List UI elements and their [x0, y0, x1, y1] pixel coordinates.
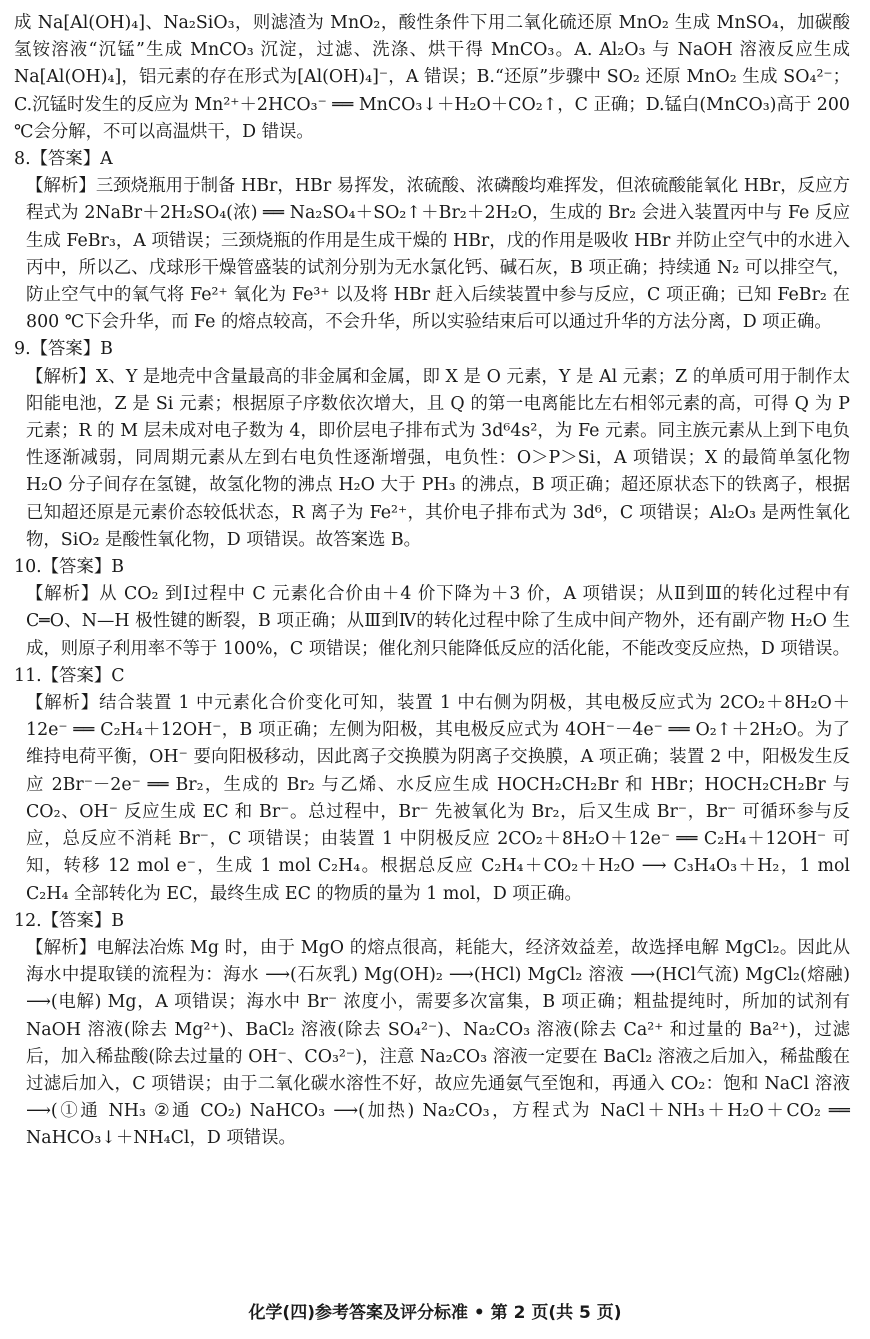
answer-content	[14, 10, 856, 1153]
continuation-paragraph: 成 Na[Al(OH)₄]、Na₂SiO₃，则滤渣为 MnO₂，酸性条件下用二氧化硫还原 MnO₂ 生成 MnSO₄，加碳酸氢铵溶液“沉锰”生成 MnCO₃ 沉淀，过滤、洗涤、烘干得 MnCO₃。A. Al₂O₃ 与 NaOH 溶液反应生成 Na[Al(OH)₄]，铝元素的存在形式为[Al(OH)₄]⁻，A 错误；B.“还原”步骤中 SO₂ 还原 MnO₂ 生成 SO₄²⁻；C.沉锰时发生的反应为 Mn²⁺＋2HCO₃⁻ ══ MnCO₃↓＋H₂O＋CO₂↑，C 正确；D.锰白(MnCO₃)高于 200 ℃会分解，不可以高温烘干，D 错误。	[14, 13, 856, 142]
question-9-explanation: 【解析】X、Y 是地壳中含量最高的非金属和金属，即 X 是 O 元素，Y 是 Al 元素；Z 的单质可用于制作太阳能电池，Z 是 Si 元素；根据原子序数依次增大，且 Q 的第一电离能比左右相邻元素的高，可得 Q 为 P 元素；R 的 M 层未成对电子数为 4，即价层电子排布式为 3d⁶4s²，为 Fe 元素。同主族元素从上到下电负性逐渐减弱，同周期元素从左到右电负性逐渐增强，电负性：O＞P＞Si，A 项错误；X 的最简单氢化物 H₂O 分子间存在氢键，故氢化物的沸点 H₂O 大于 PH₃ 的沸点，B 项正确；超还原状态下的铁离子，根据已知超还原是元素价态较低状态，R 离子为 Fe²⁺，其价电子排布式为 3d⁶，C 项错误；Al₂O₃ 是两性氧化物，SiO₂ 是酸性氧化物，D 项错误。故答案选 B。	[26, 366, 856, 550]
question-9-answer: 9.【答案】B	[14, 339, 113, 360]
question-8-explanation: 【解析】三颈烧瓶用于制备 HBr，HBr 易挥发，浓硫酸、浓磷酸均难挥发，但浓硫酸能氧化 HBr，反应方程式为 2NaBr＋2H₂SO₄(浓) ══ Na₂SO₄＋SO₂↑＋Br₂＋2H₂O，生成的 Br₂ 会进入装置丙中与 Fe 反应生成 FeBr₃，A 项错误；三颈烧瓶的作用是生成干燥的 HBr，戊的作用是吸收 HBr 并防止空气中的水进入丙中，所以乙、戊球形干燥管盛装的试剂分别为无水氯化钙、碱石灰，B 项正确；持续通 N₂ 可以排空气，防止空气中的氧气将 Fe²⁺ 氧化为 Fe³⁺ 以及将 HBr 赶入后续装置中参与反应，C 项正确；已知 FeBr₂ 在 800 ℃下会升华，而 Fe 的熔点较高，不会升华，所以实验结束后可以通过升华的方法分离，D 项正确。	[26, 176, 856, 333]
question-12-explanation: 【解析】电解法冶炼 Mg 时，由于 MgO 的熔点很高，耗能大，经济效益差，故选择电解 MgCl₂。因此从海水中提取镁的流程为：海水 ⟶(石灰乳) Mg(OH)₂ ⟶(HCl) MgCl₂ 溶液 ⟶(HCl气流) MgCl₂(熔融) ⟶(电解) Mg，A 项错误；海水中 Br⁻ 浓度小，需要多次富集，B 项正确；粗盐提纯时，所加的试剂有 NaOH 溶液(除去 Mg²⁺)、BaCl₂ 溶液(除去 SO₄²⁻)、Na₂CO₃ 溶液(除去 Ca²⁺ 和过量的 Ba²⁺)，过滤后，加入稀盐酸(除去过量的 OH⁻、CO₃²⁻)，注意 Na₂CO₃ 溶液一定要在 BaCl₂ 溶液之后加入，稀盐酸在过滤后加入，C 项错误；由于二氧化碳水溶性不好，故应先通氨气至饱和，再通入 CO₂：饱和 NaCl 溶液 ⟶(①通 NH₃ ②通 CO₂) NaHCO₃ ⟶(加热) Na₂CO₃，方程式为 NaCl＋NH₃＋H₂O＋CO₂ ══ NaHCO₃↓＋NH₄Cl，D 项错误。	[26, 937, 856, 1149]
question-10-explanation: 【解析】从 CO₂ 到Ⅰ过程中 C 元素化合价由＋4 价下降为＋3 价，A 项错误；从Ⅱ到Ⅲ的转化过程中有 C═O、N—H 极性键的断裂，B 项正确；从Ⅲ到Ⅳ的转化过程中除了生成中间产物外，还有副产物 H₂O 生成，则原子利用率不等于 100%，C 项错误；催化剂只能降低反应的活化能，不能改变反应热，D 项错误。	[26, 584, 856, 659]
question-8-answer: 8.【答案】A	[14, 149, 113, 170]
page-footer: 化学(四)参考答案及评分标准 • 第 2 页(共 5 页)	[248, 1303, 622, 1323]
question-11-explanation: 【解析】结合装置 1 中元素化合价变化可知，装置 1 中右侧为阴极，其电极反应式为 2CO₂＋8H₂O＋12e⁻ ══ C₂H₄＋12OH⁻，B 项正确；左侧为阳极，其电极反应式为 4OH⁻－4e⁻ ══ O₂↑＋2H₂O。为了维持电荷平衡，OH⁻ 要向阳极移动，因此离子交换膜为阴离子交换膜，A 项正确；装置 2 中，阳极发生反应 2Br⁻－2e⁻ ══ Br₂，生成的 Br₂ 与乙烯、水反应生成 HOCH₂CH₂Br 和 HBr；HOCH₂CH₂Br 与 CO₂、OH⁻ 反应生成 EC 和 Br⁻。总过程中，Br⁻ 先被氧化为 Br₂，后又生成 Br⁻，Br⁻ 可循环参与反应，总反应不消耗 Br⁻，C 项错误；由装置 1 中阴极反应 2CO₂＋8H₂O＋12e⁻ ══ C₂H₄＋12OH⁻ 可知，转移 12 mol e⁻，生成 1 mol C₂H₄。根据总反应 C₂H₄＋CO₂＋H₂O ⟶ C₃H₄O₃＋H₂，1 mol C₂H₄ 全部转化为 EC，最终生成 EC 的物质的量为 1 mol，D 项正确。	[26, 693, 856, 904]
question-11-answer: 11.【答案】C	[14, 665, 125, 686]
question-12-answer: 12.【答案】B	[14, 910, 124, 931]
question-10-answer: 10.【答案】B	[14, 557, 124, 578]
